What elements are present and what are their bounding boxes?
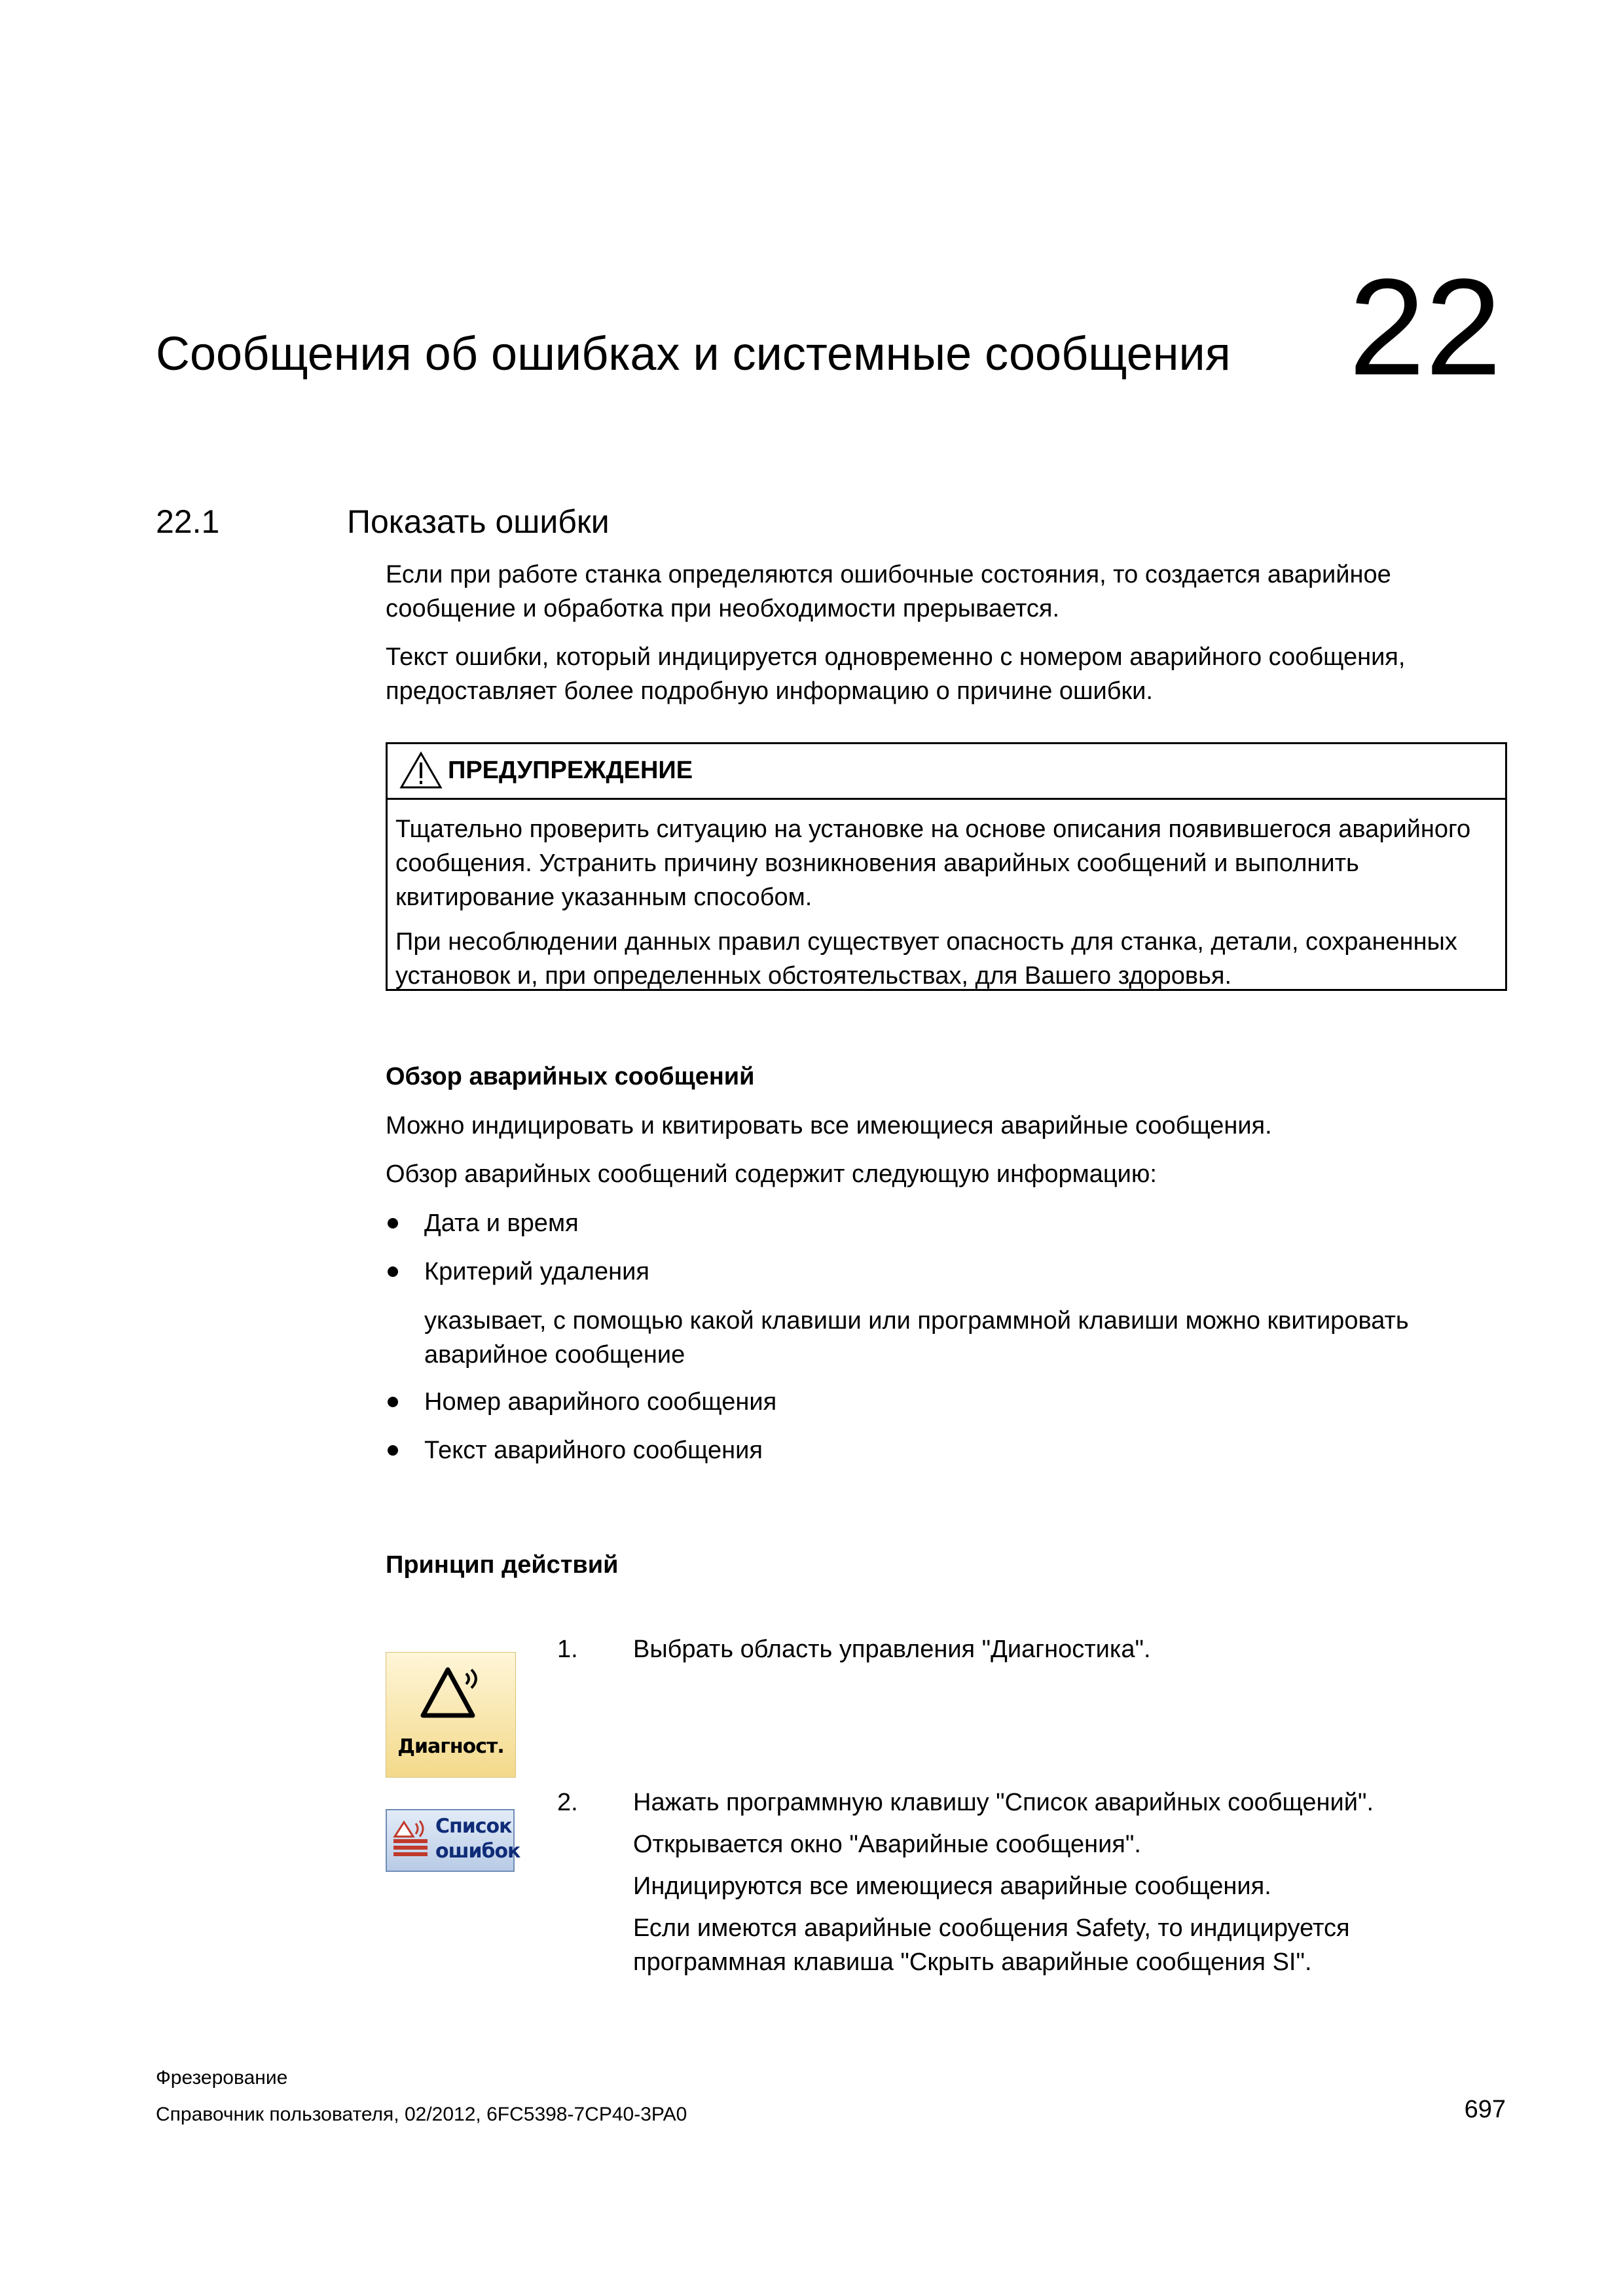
step-2-number: 2. <box>557 1789 578 1816</box>
diagnostics-triangle-icon <box>420 1664 486 1725</box>
diagnostics-softkey[interactable] <box>386 1652 516 1778</box>
step-2-line-3: Индицируются все имеющиеся аварийные сообщения. <box>633 1873 1271 1900</box>
bullet-item-4: Текст аварийного сообщения <box>424 1437 763 1464</box>
diagnostics-softkey-label: Диагност. <box>397 1735 504 1758</box>
bullet-marker <box>388 1445 398 1456</box>
procedure-heading: Принцип действий <box>386 1551 619 1579</box>
bullet-marker <box>388 1218 398 1229</box>
footer-manual: Справочник пользователя, 02/2012, 6FC5398-7CP40-3PA0 <box>156 2104 687 2125</box>
section-number: 22.1 <box>156 503 220 540</box>
alarm-list-softkey-label-line-1: Список <box>435 1815 512 1838</box>
footer-product: Фрезерование <box>156 2067 288 2089</box>
warning-paragraph-1: Тщательно проверить ситуацию на установке на основе описания появившегося аварийного сообщения. Устранить причину возникновения аварийных сообщений и выполнить квитирование указанным способом. <box>395 816 1471 911</box>
intro-paragraph-1: Если при работе станка определяются ошибочные состояния, то создается аварийное сообщение и обработка при необходимости прерывается. <box>386 561 1391 622</box>
bullet-marker <box>388 1266 398 1277</box>
overview-paragraph-1: Можно индицировать и квитировать все имеющиеся аварийные сообщения. <box>386 1112 1272 1139</box>
bullet-item-2: Критерий удаления <box>424 1258 649 1285</box>
overview-paragraph-2: Обзор аварийных сообщений содержит следующую информацию: <box>386 1160 1157 1188</box>
step-2-line-1: Нажать программную клавишу "Список аварийных сообщений". <box>633 1789 1374 1816</box>
step-2-line-2: Открывается окно "Аварийные сообщения". <box>633 1831 1141 1858</box>
intro-paragraph-2: Текст ошибки, который индицируется одновременно с номером аварийного сообщения, предоставляет более подробную информацию о причине ошибки. <box>386 643 1406 705</box>
alarm-list-softkey-label <box>435 1814 520 1864</box>
alarm-list-icon <box>391 1820 430 1860</box>
bullet-marker <box>388 1397 398 1407</box>
chapter-number: 22 <box>1349 250 1502 404</box>
bullet-item-3: Номер аварийного сообщения <box>424 1388 777 1416</box>
warning-paragraph-2: При несоблюдении данных правил существует опасность для станка, детали, сохраненных установок и, при определенных обстоятельствах, для Вашего здоровья. <box>395 928 1457 990</box>
warning-triangle-icon <box>399 751 443 790</box>
alarm-list-softkey-label-line-2: ошибок <box>435 1840 520 1863</box>
warning-box <box>386 742 1507 991</box>
step-1-number: 1. <box>557 1636 578 1663</box>
bullet-item-1: Дата и время <box>424 1210 579 1237</box>
step-2-line-4: Если имеются аварийные сообщения Safety, то индицируется программная клавиша "Скрыть аварийные сообщения SI". <box>633 1914 1350 1976</box>
warning-title: ПРЕДУПРЕЖДЕНИЕ <box>448 757 693 784</box>
section-title: Показать ошибки <box>347 503 610 540</box>
step-1-line-1: Выбрать область управления "Диагностика". <box>633 1636 1151 1663</box>
warning-header <box>388 744 1505 800</box>
alarm-list-softkey[interactable] <box>386 1809 520 1872</box>
chapter-title: Сообщения об ошибках и системные сообщения <box>156 328 1231 380</box>
bullet-note: указывает, с помощью какой клавиши или программной клавиши можно квитировать аварийное сообщение <box>424 1307 1409 1369</box>
page-number: 697 <box>1464 2096 1506 2123</box>
overview-heading: Обзор аварийных сообщений <box>386 1063 755 1090</box>
